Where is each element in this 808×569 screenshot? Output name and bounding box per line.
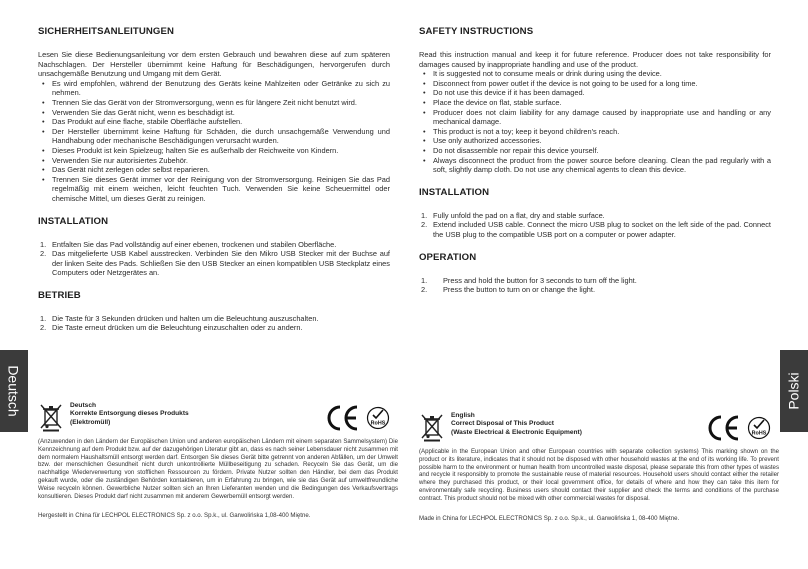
operation-list (419, 276, 771, 295)
safety-item: • Das Gerät nicht zerlegen oder selbst reparieren. (38, 165, 390, 175)
made-in-note: Made in China for LECHPOL ELECTRONICS Sp. z o.o. Sp.k., ul. Garwolińska 1, 08-400 Miętne. (419, 514, 680, 522)
step-number: 2. (40, 323, 47, 333)
installation-step (38, 249, 390, 278)
safety-item: • Verwenden Sie nur autorisiertes Zubehör. (38, 156, 390, 166)
crossed-out-wheelie-bin-icon (419, 412, 445, 442)
safety-heading: SICHERHEITSANLEITUNGEN (38, 26, 174, 37)
disposal-section-german (38, 402, 398, 520)
language-tab-label: Polski (786, 372, 803, 410)
safety-item: • Disconnect from power outlet if the device is not going to be used for a long time. (419, 79, 771, 89)
disposal-text: (Applicable in the European Union and other European countries with separate collection systems) This marking shown on the product or its literature, indicates that it should not be disposed with other household wastes at the end of its working life. To prevent possible harm to the environment or human health from uncontrolled waste disposal, please separate this from other types of wastes and recycle it responsibly to promote the sustainable reuse of material resources. Household users should contact either the retailer where they purchased this product, or their local government office, for details of where and how they can take this item for environmentally safe recycling. Business users should contact their supplier and check the terms and conditions of the purchase contract. This product should not be mixed with other commercial wastes for disposal. (419, 448, 779, 502)
disposal-header (38, 402, 398, 438)
installation-list (419, 211, 771, 240)
step-number: 1. (421, 275, 428, 285)
step-text: Fully unfold the pad on a flat, dry and stable surface. (433, 210, 605, 220)
rohs-check-icon (747, 416, 771, 440)
safety-item: • Das Produkt auf eine flache, stabile Oberfläche aufstellen. (38, 117, 390, 127)
safety-item: • Always disconnect the product from the power source before cleaning. Clean the pad regularly with a soft, slightly damp cloth. Do not use any chemical agents to clean this device. (419, 156, 771, 175)
disposal-title-line: Korrekte Entsorgung dieses Produkts (70, 410, 189, 418)
disposal-title-line: Correct Disposal of This Product (451, 420, 554, 428)
safety-item: • This product is not a toy; keep it beyond children's reach. (419, 127, 771, 137)
disposal-title-line: Deutsch (70, 402, 97, 409)
safety-item: • Der Hersteller übernimmt keine Haftung für Schäden, die durch unsachgemäße Verwendung und Handhabung oder mechanische Beschädigungen verursacht wurden. (38, 127, 390, 146)
safety-list (38, 79, 390, 204)
step-number: 1. (421, 210, 428, 220)
made-in-note: Hergestellt in China für LECHPOL ELECTRONICS Sp. z o.o. Sp.k., ul. Garwolińska 1,08-400 Miętne. (38, 512, 311, 520)
step-text: Press and hold the button for 3 seconds to turn off the light. (443, 275, 637, 285)
safety-item: • Do not use this device if it has been damaged. (419, 88, 771, 98)
installation-list (38, 240, 390, 278)
crossed-out-wheelie-bin-icon (38, 402, 64, 432)
safety-item: • Es wird empfohlen, während der Benutzung des Geräts keine Mahlzeiten oder Getränke zu sich zu nehmen. (38, 79, 390, 98)
rohs-label: RoHS (751, 430, 767, 437)
safety-item: • Trennen Sie das Gerät von der Stromversorgung, wenn es für längere Zeit nicht benutzt wird. (38, 98, 390, 108)
step-number: 2. (40, 249, 47, 259)
step-number: 2. (421, 285, 428, 295)
step-text: Das mitgelieferte USB Kabel ausstrecken. Verbinden Sie den Mikro USB Stecker mit der Buchse auf der linken Seite des Pads. Schließen Sie den USB Stecker an einen kompatiblen USB Steckplatz eines Computers oder Netzgerätes an. (52, 249, 390, 278)
disposal-text: (Anzuwenden in den Ländern der Europäischen Union und anderen europäischen Ländern mit einem separaten Sammelsystem) Die Kennzeichnung auf dem Produkt bzw. auf der dazugehörigen Literatur gibt an, dass es nach seiner Lebensdauer nicht zusammen mit dem normalem Haushaltsmüll entsorgt werden darf. Entsorgen Sie dieses Gerät bitte getrennt von anderen Abfällen, um der Umwelt bzw. der menschlichen Gesundheit nicht durch unkontrollierte Müllbeseitigung zu schaden. Recyceln Sie das Gerät, um die nachhaltige Wiederverwertung von stofflichen Ressourcen zu fördern. Private Nutzer sollten den Händler, bei dem das Produkt gekauft wurde, oder die zuständigen Behörden kontaktieren, um in Erfahrung zu bringen, wie sie das Gerät auf umweltfreundliche Weise recyceln können. Gewerbliche Nutzer sollten sich an Ihren Lieferanten wenden und die Bedingungen des Verkaufsvertrags konsultieren. Dieses Produkt darf nicht zusammen mit anderem Gewerbemüll entsorgt werden. (38, 438, 398, 500)
ce-mark-icon (707, 414, 741, 442)
step-number: 1. (40, 239, 47, 249)
safety-item: • Use only authorized accessories. (419, 136, 771, 146)
step-text: Extend included USB cable. Connect the micro USB plug to socket on the left side of the pad. Connect the USB plug to the compatible USB port on a computer or power adapter. (433, 220, 771, 239)
installation-step (38, 240, 390, 250)
operation-heading: OPERATION (419, 251, 477, 263)
step-number: 2. (421, 220, 428, 230)
operation-step (38, 323, 390, 333)
safety-list (419, 69, 771, 175)
installation-step (419, 211, 771, 221)
safety-item: • Producer does not claim liability for any damage caused by inappropriate use and handling or any mechanical damage. (419, 108, 771, 127)
safety-heading: SAFETY INSTRUCTIONS (419, 26, 534, 37)
safety-item: • Place the device on flat, stable surface. (419, 98, 771, 108)
english-section (419, 26, 771, 295)
installation-step (419, 220, 771, 239)
operation-list (38, 314, 390, 333)
safety-item: • It is suggested not to consume meals or drink during using the device. (419, 69, 771, 79)
installation-heading: INSTALLATION (419, 186, 490, 198)
disposal-title-line: English (451, 412, 475, 419)
operation-step (419, 276, 771, 286)
disposal-title (70, 402, 189, 427)
german-section (38, 26, 390, 333)
installation-heading: INSTALLATION (38, 215, 109, 227)
language-tab-polski (780, 350, 808, 432)
disposal-title-line: (Elektromüll) (70, 418, 111, 426)
disposal-title (451, 412, 582, 437)
step-text: Die Taste für 3 Sekunden drücken und halten um die Beleuchtung auszuschalten. (52, 313, 319, 323)
safety-item: • Verwenden Sie das Gerät nicht, wenn es beschädigt ist. (38, 108, 390, 118)
certification-marks (326, 404, 390, 432)
language-tab-deutsch (0, 350, 28, 432)
step-text: Die Taste erneut drücken um die Beleuchtung einzuschalten oder zu andern. (52, 323, 303, 333)
operation-step (419, 285, 771, 295)
step-number: 1. (40, 313, 47, 323)
operation-step (38, 314, 390, 324)
ce-mark-icon (326, 404, 360, 432)
certification-marks (707, 414, 771, 442)
safety-intro: Lesen Sie diese Bedienungsanleitung vor dem ersten Gebrauch und bewahren diese auf zum späteren Nachschlagen. Der Hersteller übernimmt keine Haftung für Beschädigungen, hervorgerufen durch unsachgemäße Benutzung und Umgang mit dem Gerät. (38, 50, 390, 79)
step-text: Entfalten Sie das Pad vollständig auf einer ebenen, trockenen und stabilen Oberfläche. (52, 239, 337, 249)
safety-item: • Trennen Sie dieses Gerät immer vor der Reinigung von der Stromversorgung. Reinigen Sie das Pad regelmäßig mit einem weichen, leicht feuchten Tuch. Verwenden Sie keine Scheuermittel oder chemische Mittel, um dieses Gerät zu reinigen. (38, 175, 390, 204)
rohs-label: RoHS (370, 420, 386, 427)
step-text: Press the button to turn on or change the light. (443, 285, 596, 295)
safety-item: • Dieses Produkt ist kein Spielzeug; halten Sie es außerhalb der Reichweite von Kindern. (38, 146, 390, 156)
disposal-section-english (419, 412, 779, 523)
safety-intro: Read this instruction manual and keep it for future reference. Producer does not take responsibility for damages caused by inappropriate handling and use of the product. (419, 50, 771, 69)
operation-heading: BETRIEB (38, 289, 81, 301)
disposal-header (419, 412, 779, 448)
rohs-check-icon (366, 406, 390, 430)
language-tab-label: Deutsch (6, 365, 23, 417)
disposal-title-line: (Waste Electrical & Electronic Equipment) (451, 428, 582, 436)
safety-item: • Do not disassemble nor repair this device yourself. (419, 146, 771, 156)
